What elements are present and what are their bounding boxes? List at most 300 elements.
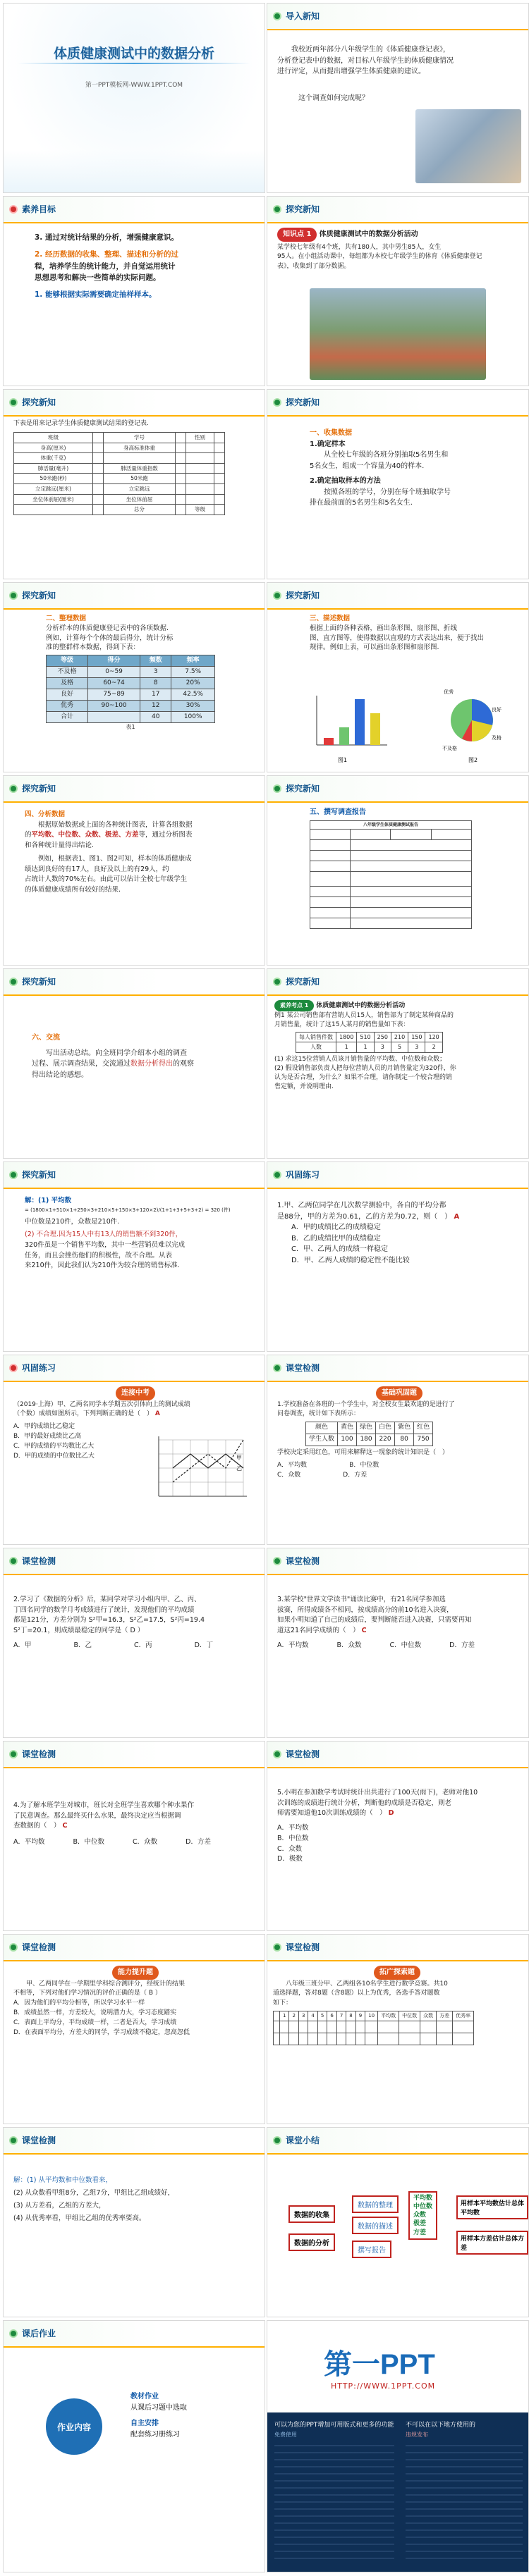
text-line: 分析样本的体质健康登记表中的各项数据. bbox=[46, 624, 169, 632]
table-cell: 红色 bbox=[414, 1422, 433, 1434]
answer: D bbox=[388, 1809, 394, 1818]
text-line: 95人。在小组活动课中，每组都为本校七年级学生的体育《体质健康登记 bbox=[277, 253, 482, 261]
table-cell: 不及格 bbox=[47, 667, 88, 678]
table-cell: 良好 bbox=[47, 689, 88, 701]
header-dot-icon bbox=[273, 1750, 281, 1758]
grade-table bbox=[46, 655, 215, 723]
pie-label: 良好 bbox=[492, 707, 501, 713]
homework-circle: 作业内容 bbox=[46, 2398, 102, 2455]
table-cell: 紫色 bbox=[395, 1422, 414, 1434]
line-chart bbox=[145, 1433, 250, 1503]
option[interactable]: B．甲的最好成绩比乙高 bbox=[13, 1433, 82, 1441]
section-heading: 三、描述数据 bbox=[310, 615, 351, 622]
table-cell: 2 bbox=[289, 2011, 298, 2021]
option[interactable]: D．在表面平均分，方差大的同学，学习成绩不稳定，忽高忽低 bbox=[13, 2029, 190, 2037]
option[interactable]: B．中位数 bbox=[277, 1834, 309, 1842]
question-text: 丁四名同学的数学月考成绩进行了统计，发现他们的平均成绩 bbox=[13, 1606, 195, 1614]
option[interactable]: D．甲的成绩的中位数比乙大 bbox=[13, 1453, 95, 1460]
section-heading: 二、整理数据 bbox=[46, 615, 87, 622]
question-text: 了民意调查。那么最终买什么水果，最终决定应当根据调 bbox=[13, 1811, 181, 1820]
formula: = (1800×1+510×1+250×3+210×5+150×3+120×2)/(1+1+3+5+3+2) = 320 (件) bbox=[25, 1207, 231, 1213]
table-cell: 510 bbox=[357, 1032, 374, 1042]
slide-9 bbox=[3, 775, 265, 966]
exam-pill: 基础巩固题 bbox=[376, 1386, 422, 1400]
summary-box: 用样本方差估计总体方差 bbox=[456, 2231, 528, 2255]
table-cell: 90~100 bbox=[88, 701, 140, 712]
table-cell: 4 bbox=[308, 2011, 317, 2021]
slide-23 bbox=[3, 2127, 265, 2317]
answer: C bbox=[361, 1627, 367, 1635]
report-title: 八年级学生体质健康测试报告 bbox=[310, 820, 472, 829]
pill-title: 体质健康测试中的数据分析活动 bbox=[316, 1002, 406, 1009]
table-cell: 中位数 bbox=[399, 2011, 420, 2021]
slide-header: 探究新知 bbox=[22, 784, 56, 794]
option[interactable]: A．甲 bbox=[13, 1641, 32, 1649]
legend-label: 乙 bbox=[236, 1465, 242, 1472]
text-line: 售定额，并说明理由. bbox=[274, 1083, 334, 1091]
header-dot-icon bbox=[9, 2136, 18, 2145]
option[interactable]: C．众数 bbox=[133, 1838, 158, 1847]
header-dot-icon bbox=[273, 978, 281, 986]
table-cell: 7 bbox=[336, 2011, 346, 2021]
table-cell: 学生人数 bbox=[306, 1434, 338, 1446]
slide-4 bbox=[267, 196, 529, 386]
question-text: 都是121分，方差分别为 S²甲=16.3，S²乙=17.5，S²丙=19.4 bbox=[13, 1616, 205, 1625]
keywords: 数据分析得出 bbox=[130, 1060, 173, 1068]
text-line: (2) 不合理.因为15人中有13人的销售额不到320件， bbox=[25, 1231, 183, 1239]
slide-17 bbox=[3, 1548, 265, 1738]
table-cell: 学号 bbox=[103, 432, 175, 443]
text-line: 进行评定，从而提出增强学生体质健康的建议。 bbox=[277, 68, 425, 75]
text-line: 根据上面的各种表格，画出条形图、扇形图、折线 bbox=[310, 624, 458, 632]
slide-header: 探究新知 bbox=[22, 398, 56, 407]
table-cell: 6 bbox=[327, 2011, 336, 2021]
table-cell: 黄色 bbox=[338, 1422, 357, 1434]
header-dot-icon bbox=[9, 1557, 18, 1565]
question-text: （2019·上海）甲、乙两名同学本学期五次引体向上的测试成绩 bbox=[13, 1400, 190, 1408]
table-cell: 9 bbox=[355, 2011, 365, 2021]
table-cell: 颜色 bbox=[306, 1422, 338, 1434]
header-dot-icon bbox=[273, 1557, 281, 1565]
pie-chart bbox=[437, 689, 507, 752]
table-cell: 人数 bbox=[296, 1042, 336, 1053]
text-line: (2) 假设销售部负责人把每位营销人员的月销售量定为320件，你 bbox=[274, 1064, 456, 1072]
question-text: 如下： bbox=[273, 1999, 293, 2007]
text-line: 表》，收集到了部分数据。 bbox=[277, 263, 351, 271]
answer-heading: 解：(1) 平均数 bbox=[25, 1197, 72, 1204]
table-cell: 身高(厘米) bbox=[14, 443, 93, 453]
slide-20 bbox=[267, 1741, 529, 1931]
table-cell: 1 bbox=[357, 1042, 374, 1053]
exam-pill: 能力提升题 bbox=[112, 1966, 159, 1980]
slide-header: 探究新知 bbox=[22, 591, 56, 600]
question-text: 1.甲、乙两位同学在几次数学测验中，各自的平均分都 bbox=[277, 1202, 446, 1209]
slide-header: 课后作业 bbox=[22, 2329, 56, 2338]
bar bbox=[339, 727, 349, 745]
text-line: 分析登记表中的数据，对目标八年级学生的体质健康情况 bbox=[277, 56, 454, 65]
question-text: 次训练的成绩进行统计分析，判断他的成绩是否稳定，则老 bbox=[277, 1799, 452, 1807]
table-cell: 白色 bbox=[376, 1422, 395, 1434]
table-cell: 1800 bbox=[336, 1032, 357, 1042]
slide-26 bbox=[267, 2320, 529, 2572]
table-cell: 12 bbox=[140, 701, 171, 712]
text-line: 写出活动总结。向全班同学介绍本小组的调查 bbox=[46, 1049, 187, 1057]
option[interactable]: A．平均数 bbox=[277, 1824, 309, 1832]
homework-item: 配套练习册练习 bbox=[130, 2431, 180, 2439]
table-cell: 身高标准体重 bbox=[103, 443, 175, 453]
table-cell: 50米跑(秒) bbox=[14, 474, 93, 484]
text-line: 例如，根据表1、图1、图2可知，样本的体质健康成 bbox=[38, 854, 192, 863]
pie-label: 不及格 bbox=[442, 746, 457, 751]
text-line: 按照各班的学号，分别在每个班抽取学号 bbox=[324, 488, 451, 496]
option[interactable]: C．表面上平均分，平均成绩一样，二者是否大，学习成绩 bbox=[13, 2019, 177, 2027]
table-cell: 100% bbox=[171, 712, 215, 723]
option[interactable]: B．中位数 bbox=[349, 1462, 379, 1469]
footer-text-block bbox=[406, 2445, 523, 2565]
site-label: 第一PPT模板网-WWW.1PPT.COM bbox=[85, 82, 183, 89]
option[interactable]: C．众数 bbox=[277, 1472, 301, 1479]
header-dot-icon bbox=[273, 205, 281, 214]
option[interactable]: A．平均数 bbox=[13, 1838, 45, 1847]
option[interactable]: B．乙 bbox=[73, 1641, 92, 1649]
answer: A bbox=[454, 1212, 460, 1221]
homework-item: 教材作业 bbox=[130, 2393, 159, 2401]
header-dot-icon bbox=[273, 1364, 281, 1372]
option[interactable]: A．平均数 bbox=[277, 1462, 308, 1469]
exam-pill: 素养考点 1 bbox=[274, 1000, 314, 1011]
question-text: S²丁=20.1，则成绩最稳定的同学是（ D ） bbox=[13, 1627, 145, 1635]
option[interactable]: C．丙 bbox=[134, 1641, 152, 1649]
slide-25 bbox=[3, 2320, 265, 2572]
text-line: 月销售量，统计了这15人某月的销售量如下表： bbox=[274, 1021, 410, 1028]
slide-header: 课堂检测 bbox=[286, 1363, 320, 1373]
pie-label: 优秀 bbox=[444, 689, 454, 695]
sports-field-photo bbox=[310, 288, 486, 380]
sales-table bbox=[296, 1032, 443, 1053]
table-cell: 及格 bbox=[47, 678, 88, 689]
slide-header: 探究新知 bbox=[286, 204, 320, 214]
table-cell: 立定跳远 bbox=[103, 484, 175, 495]
summary-box: 数据的收集 bbox=[288, 2205, 335, 2223]
homework-item: 自主安排 bbox=[130, 2420, 159, 2427]
slide-header: 探究新知 bbox=[22, 977, 56, 987]
option[interactable]: C．中位数 bbox=[389, 1641, 422, 1649]
header-dot-icon bbox=[273, 591, 281, 600]
slide-11 bbox=[3, 968, 265, 1159]
option[interactable]: A．甲的成绩比乙的成绩稳定 bbox=[291, 1224, 381, 1231]
goal-1: 1. 能够根据实际需要确定抽样样本。 bbox=[35, 290, 157, 300]
table-cell: 方差 bbox=[437, 2011, 453, 2021]
table-cell: 坐位体前屈(厘米) bbox=[14, 494, 93, 505]
table-cell: 1 bbox=[336, 1042, 357, 1053]
table-cell: 平均数 bbox=[378, 2011, 399, 2021]
question-text: 师需要知道他10次训练成绩的（ ） bbox=[277, 1809, 387, 1818]
bar-chart bbox=[310, 689, 394, 756]
summary-box: 数据的分析 bbox=[288, 2233, 335, 2251]
text-line: 来210件，因此我们认为210件为较合理的销售标准. bbox=[25, 1262, 180, 1270]
option[interactable]: C．甲的成绩的平均数比乙大 bbox=[13, 1443, 95, 1450]
table-cell: 绿色 bbox=[357, 1422, 376, 1434]
table-cell: 17 bbox=[140, 689, 171, 701]
text-line: 准的整群样本数据，得到下表： bbox=[46, 643, 140, 652]
header-dot-icon bbox=[9, 1943, 18, 1952]
slide-header: 课堂检测 bbox=[286, 1556, 320, 1566]
table-cell: 8 bbox=[346, 2011, 355, 2021]
header-dot-icon bbox=[273, 1171, 281, 1179]
table-cell: 5 bbox=[391, 1042, 408, 1053]
slide-13 bbox=[3, 1161, 265, 1352]
table-cell: 40 bbox=[140, 712, 171, 723]
answer-heading: 解：(1) 从平均数和中位数看来， bbox=[13, 2176, 112, 2184]
table-cell: 150 bbox=[408, 1032, 425, 1042]
text-line: 得出结论的感想。 bbox=[32, 1071, 88, 1079]
table-cell: 220 bbox=[376, 1434, 395, 1446]
answer: A bbox=[154, 1410, 160, 1418]
table-cell: 1 bbox=[280, 2011, 289, 2021]
slide-7 bbox=[3, 582, 265, 772]
text-line: 等，通过分析图表 bbox=[138, 831, 193, 839]
students-photo bbox=[415, 109, 521, 183]
figure-caption: 图2 bbox=[468, 757, 478, 763]
slide-1 bbox=[3, 3, 265, 193]
table-cell: 5 bbox=[317, 2011, 327, 2021]
question-text: 不相等，下列对他们学习情况的评价正确的是（ B ） bbox=[13, 1990, 162, 1997]
header-dot-icon bbox=[273, 2136, 281, 2145]
table-cell: 10 bbox=[365, 2011, 378, 2021]
slide-8 bbox=[267, 582, 529, 772]
summary-box: 用样本平均数估计总体平均数 bbox=[456, 2195, 528, 2219]
table-cell bbox=[88, 712, 140, 723]
footer-tag: 免费使用 bbox=[274, 2432, 297, 2438]
bottom-decor bbox=[4, 150, 264, 192]
text-line: 的体质健康成绩所有较好的结果. bbox=[25, 886, 121, 894]
text-line: 中位数是210件，众数是210件. bbox=[25, 1217, 120, 1226]
question-text: 1.学校准备在各班的一个学生中，对全校女生最欢迎的是进行了 bbox=[277, 1400, 455, 1408]
sub-heading: 2.确定抽取样本的方法 bbox=[310, 477, 381, 485]
question-text: 5.小明在参加数学考试时统计出共进行了100天(雨下)，老师对他10 bbox=[277, 1789, 478, 1797]
text-line: 某学校七年级有4个班，共有180人，其中男生85人，女生 bbox=[277, 243, 442, 251]
table-cell: 体重(千克) bbox=[14, 453, 93, 464]
registration-table bbox=[13, 432, 225, 515]
option[interactable]: D．方差 bbox=[343, 1472, 367, 1479]
section-heading: 一、收集数据 bbox=[310, 429, 352, 437]
option[interactable]: D．方差 bbox=[449, 1641, 475, 1649]
question-text: 这个调查如何完成呢？ bbox=[298, 94, 369, 102]
text-line: 5名女生，组成一个容量为40的样本. bbox=[310, 462, 425, 470]
section-heading: 五、撰写调查报告 bbox=[310, 808, 366, 816]
table-cell: 100 bbox=[338, 1434, 357, 1446]
slide-18 bbox=[267, 1548, 529, 1738]
slide-3 bbox=[3, 196, 265, 386]
table-header: 得分 bbox=[88, 655, 140, 667]
header-dot-icon bbox=[9, 978, 18, 986]
header-dot-icon bbox=[9, 1171, 18, 1179]
question-text: 2.学习了《数据的分析》后，某同学对学习小组内甲、乙、丙、 bbox=[13, 1596, 201, 1603]
header-dot-icon bbox=[9, 1750, 18, 1758]
legend-label: 甲 bbox=[236, 1455, 242, 1461]
bar bbox=[355, 699, 365, 745]
slide-22 bbox=[267, 1934, 529, 2124]
knowledge-tag: 知识点 1 bbox=[277, 228, 317, 242]
header-dot-icon bbox=[9, 398, 18, 407]
slide-header: 课堂小结 bbox=[286, 2136, 320, 2145]
text-line: 的 bbox=[25, 831, 32, 839]
bar bbox=[370, 713, 380, 745]
table-cell: 3 bbox=[298, 2011, 308, 2021]
table-cell: 250 bbox=[374, 1032, 391, 1042]
table-cell: 120 bbox=[425, 1032, 442, 1042]
option[interactable]: C．甲、乙两人的成绩一样稳定 bbox=[291, 1245, 388, 1253]
option[interactable]: B．成绩虽然一样，方差较大，说明潜力大，学习态度踏实 bbox=[13, 2009, 177, 2017]
slide-header: 巩固练习 bbox=[22, 1363, 56, 1373]
text-line: 认为是否合理，为什么？如果不合理，请你制定一个较合理的销 bbox=[274, 1073, 453, 1081]
question-text: 学校决定采用红色，可用来解释这一现象的统计知识是（ ） bbox=[277, 1449, 449, 1457]
footer-text-block bbox=[274, 2445, 394, 2565]
goal-2c: 思想思考和解决一些简单的实际问题。 bbox=[35, 273, 161, 282]
summary-stats bbox=[408, 2191, 437, 2240]
option[interactable]: A．甲的成绩比乙稳定 bbox=[13, 1423, 75, 1431]
stat-label: 平均数 bbox=[413, 2195, 433, 2202]
table-cell: 每人销售件数 bbox=[296, 1032, 336, 1042]
option[interactable]: A．平均数 bbox=[277, 1641, 309, 1649]
summary-box: 数据的描述 bbox=[352, 2217, 399, 2234]
question-text: （个数）成绩如图所示，下列判断正确的是（ ） bbox=[13, 1410, 154, 1418]
option[interactable]: B．中位数 bbox=[73, 1838, 105, 1847]
stat-label: 方差 bbox=[413, 2229, 427, 2236]
slide-16 bbox=[267, 1355, 529, 1545]
header-dot-icon bbox=[9, 1364, 18, 1372]
question-text: 3.某学校"世界文学读书"诵读比赛中，有21名同学参加选 bbox=[277, 1596, 446, 1603]
table-cell: 60~74 bbox=[88, 678, 140, 689]
table-cell bbox=[274, 2011, 280, 2021]
brand-url: HTTP://WWW.1PPT.COM bbox=[331, 2381, 436, 2391]
table-header: 等级 bbox=[47, 655, 88, 667]
slide-header: 课堂检测 bbox=[22, 1556, 56, 1566]
goal-2b: 程，培养学生的统计能力，并自觉运用统计 bbox=[35, 261, 176, 271]
slide-14 bbox=[267, 1161, 529, 1352]
option[interactable]: D．甲、乙两人成绩的稳定性不能比较 bbox=[291, 1256, 410, 1264]
text-line: 和各种统计量得出结论. bbox=[25, 842, 95, 850]
table-cell: 总分 bbox=[103, 505, 175, 515]
table-cell: 3 bbox=[140, 667, 171, 678]
slide-10 bbox=[267, 775, 529, 966]
goal-3: 3. 通过对统计结果的分析，增强健康意识。 bbox=[35, 233, 178, 242]
table-cell: 20% bbox=[171, 678, 215, 689]
slide-6 bbox=[267, 389, 529, 579]
table-caption: 下表是用来记录学生体质健康测试结果的登记表. bbox=[13, 420, 149, 427]
option[interactable]: A．因为他们的平均分相等，所以学习水平一样 bbox=[13, 1999, 145, 2007]
section-heading: 四、分析数据 bbox=[25, 811, 66, 818]
option[interactable]: B．乙的成绩比甲的成绩稳定 bbox=[291, 1234, 381, 1243]
summary-box: 数据的整理 bbox=[352, 2195, 399, 2213]
table-cell: 3 bbox=[374, 1042, 391, 1053]
header-dot-icon bbox=[273, 1943, 281, 1952]
deck-title: 体质健康测试中的数据分析 bbox=[53, 46, 214, 61]
figure-caption: 图1 bbox=[338, 757, 348, 763]
homework-item: 从课后习题中选取 bbox=[130, 2404, 187, 2412]
table-cell: 750 bbox=[414, 1434, 433, 1446]
slide-24 bbox=[267, 2127, 529, 2317]
footer-tag: 违规发布 bbox=[406, 2432, 428, 2438]
footer-heading: 不可以在以下地方使用的 bbox=[406, 2422, 476, 2429]
table-header: 频数 bbox=[140, 655, 171, 667]
section-heading: 六、交流 bbox=[32, 1034, 60, 1042]
pie-label: 及格 bbox=[492, 735, 501, 741]
question-text: 道选择题，答对8题（含8题）以上为优秀，各选手答对题数 bbox=[273, 1990, 440, 1997]
summary-box: 撰写报告 bbox=[352, 2241, 391, 2258]
table-cell: 30% bbox=[171, 701, 215, 712]
table-cell: 性别 bbox=[186, 432, 214, 443]
brand-logo: 第一PPT bbox=[324, 2349, 435, 2380]
option[interactable]: D．丁 bbox=[194, 1641, 213, 1649]
table-cell: 0~59 bbox=[88, 667, 140, 678]
bar bbox=[324, 738, 334, 745]
table-cell: 肺活量体重指数 bbox=[103, 463, 175, 474]
option[interactable]: C．众数 bbox=[277, 1844, 303, 1853]
option[interactable]: D．方差 bbox=[186, 1838, 211, 1847]
header-dot-icon bbox=[9, 784, 18, 793]
table-cell: 80 bbox=[395, 1434, 414, 1446]
answer: C bbox=[62, 1822, 68, 1830]
slide-header: 素养目标 bbox=[22, 204, 56, 214]
header-dot-icon bbox=[9, 205, 18, 214]
slide-header: 课堂检测 bbox=[22, 1749, 56, 1759]
table-cell: 42.5% bbox=[171, 689, 215, 701]
slide-header: 课堂检测 bbox=[22, 2136, 56, 2145]
table-cell: 8 bbox=[140, 678, 171, 689]
text-line: (2) 从众数看甲组8分，乙组7分，甲组比乙组成绩好， bbox=[13, 2189, 175, 2198]
slide-header: 巩固练习 bbox=[286, 1170, 320, 1180]
option[interactable]: B．众数 bbox=[336, 1641, 362, 1649]
table-cell: 优秀率 bbox=[453, 2011, 474, 2021]
text-line: 过程、展示调查结果，交流通过 bbox=[32, 1060, 130, 1068]
slide-header: 课堂检测 bbox=[286, 1749, 320, 1759]
text-line: (3) 从方差看，乙组的方差大， bbox=[13, 2202, 106, 2210]
text-line: 例1 某公司销售部有营销人员15人，销售部为了制定某种商品的 bbox=[274, 1011, 454, 1019]
text-line: 我校近两年部分八年级学生的《体质健康登记表》， bbox=[291, 46, 450, 54]
stat-label: 极差 bbox=[413, 2220, 427, 2228]
color-table bbox=[305, 1422, 433, 1446]
slide-header: 探究新知 bbox=[286, 591, 320, 600]
table-cell: 3 bbox=[408, 1042, 425, 1053]
question-text: 问卷调查，统计如下表所示： bbox=[277, 1410, 360, 1418]
question-text: 如果小明知道了自己的成绩后，要判断能否进入决赛，只需要再知 bbox=[277, 1616, 472, 1625]
header-dot-icon bbox=[273, 12, 281, 20]
footer-heading: 可以为您的PPT增加可用版式和更多的功能 bbox=[274, 2422, 394, 2429]
report-table bbox=[310, 820, 472, 929]
text-line: 的观察 bbox=[173, 1060, 194, 1068]
text-line: 排在最前面的5名男生和5名女生. bbox=[310, 499, 413, 507]
text-line: 320件虽是一个销售平均数，其中一些营销员难以完成 bbox=[25, 1241, 186, 1249]
table-cell: 50米跑 bbox=[103, 474, 175, 484]
table-cell: 班级 bbox=[14, 432, 93, 443]
header-dot-icon bbox=[273, 398, 281, 407]
text-line: (1) 求这15位营销人员该月销售量的平均数、中位数和众数； bbox=[274, 1055, 446, 1063]
text-line: 图、直方图等，使得数据以直观的方式表达出来，便于找出 bbox=[310, 634, 485, 642]
exam-pill: 连接中考 bbox=[116, 1386, 155, 1400]
table-cell: 75~89 bbox=[88, 689, 140, 701]
table-cell: 立定跳远(厘米) bbox=[14, 484, 93, 495]
table-cell: 180 bbox=[357, 1434, 376, 1446]
table-header: 频率 bbox=[171, 655, 215, 667]
title-underline bbox=[18, 63, 250, 64]
text-line: 占统计人数的70%左右。由此可以估计全校七年级学生 bbox=[25, 875, 188, 884]
slide-12 bbox=[267, 968, 529, 1159]
table-cell: 众数 bbox=[420, 2011, 437, 2021]
slide-21 bbox=[3, 1934, 265, 2124]
option[interactable]: D．极数 bbox=[277, 1855, 303, 1863]
slide-15 bbox=[3, 1355, 265, 1545]
